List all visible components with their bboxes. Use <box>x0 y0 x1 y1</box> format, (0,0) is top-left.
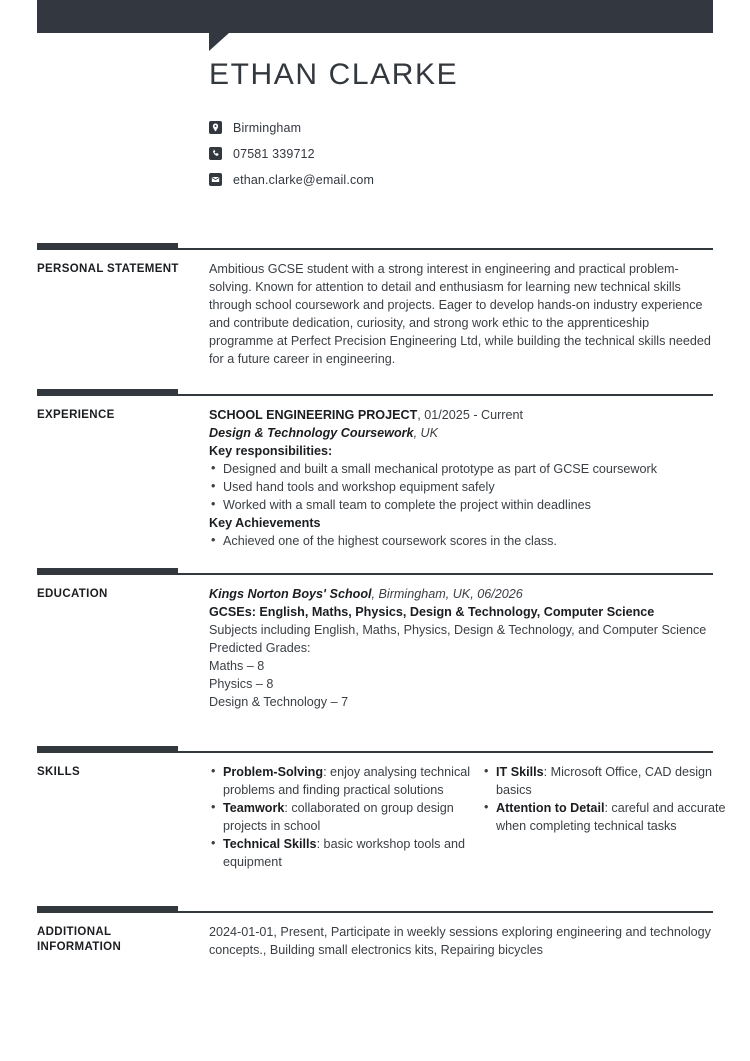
skill-detail: : Microsoft Office, CAD design basics <box>496 765 713 797</box>
additional-label-line-2: INFORMATION <box>37 941 122 954</box>
skill-name: Technical Skills <box>223 837 317 851</box>
additional-information-content <box>209 923 713 959</box>
section-experience <box>37 389 713 550</box>
skills-column-left <box>209 763 473 871</box>
contact-list <box>209 115 714 192</box>
education-qualification-line <box>209 603 713 621</box>
education-school-name: Kings Norton Boys' School <box>209 587 372 601</box>
candidate-name: ETHAN CLARKE <box>209 58 459 91</box>
personal-statement-paragraph: Ambitious GCSE student with a strong interest in engineering and practical problem-solving. Known for attention to detail and enthusiasm for learning new technical skills through school coursework and projects. Eager to develop hands-on industry experience and contribute dedication, curiosity, and strong work ethic to the apprenticeship programme at Perfect Precision Engineering Ltd, while building the technical skills needed for a future career in engineering. <box>209 262 711 366</box>
section-education <box>37 568 713 711</box>
education-predicted-heading: Predicted Grades: <box>209 641 311 655</box>
skills-column-right <box>482 763 747 871</box>
phone-icon <box>209 147 222 160</box>
section-label-education: EDUCATION <box>37 588 108 600</box>
education-subjects-line: Subjects including English, Maths, Physics, Design & Technology, and Computer Science <box>209 623 707 637</box>
list-item: • Achieved one of the highest coursework scores in the class. <box>209 532 713 550</box>
contact-location <box>209 115 714 140</box>
skills-list-left <box>209 763 473 871</box>
skill-detail: : basic workshop tools and equipment <box>223 837 465 869</box>
contact-email <box>209 167 714 192</box>
section-divider <box>37 906 713 913</box>
list-item <box>482 799 747 835</box>
section-divider <box>37 389 713 396</box>
section-label-personal-statement: PERSONAL STATEMENT <box>37 263 179 275</box>
experience-responsibilities-heading: Key responsibilities: <box>209 444 333 458</box>
education-grade: Physics – 8 <box>209 677 274 691</box>
section-label-skills: SKILLS <box>37 766 80 778</box>
education-school-meta: , Birmingham, UK, 06/2026 <box>371 587 523 601</box>
list-item: • Worked with a small team to complete the project within deadlines <box>209 496 713 514</box>
education-school-line <box>209 585 713 603</box>
section-additional-information <box>37 906 713 959</box>
section-skills <box>37 746 726 871</box>
education-grade: Maths – 8 <box>209 659 265 673</box>
experience-responsibilities-list <box>209 460 713 514</box>
section-personal-statement <box>37 243 713 368</box>
experience-title-line <box>209 406 713 424</box>
experience-employer-line <box>209 424 713 442</box>
additional-label-line-1: ADDITIONAL <box>37 926 112 938</box>
experience-achievements-list <box>209 532 713 550</box>
list-item: • Designed and built a small mechanical prototype as part of GCSE coursework <box>209 460 713 478</box>
section-label-experience: EXPERIENCE <box>37 409 115 421</box>
skills-content <box>209 763 747 871</box>
contact-phone <box>209 141 714 166</box>
header-banner-notch <box>209 33 229 51</box>
envelope-icon <box>209 173 222 186</box>
header-banner <box>37 0 713 33</box>
skill-name: IT Skills <box>496 765 544 779</box>
identity-block <box>209 58 714 193</box>
skill-detail: : enjoy analysing technical problems and finding practical solutions <box>223 765 471 797</box>
skill-name: Attention to Detail <box>496 801 605 815</box>
contact-location-value: Birmingham <box>233 120 302 135</box>
section-label-additional-information <box>37 923 209 955</box>
location-pin-icon <box>209 121 222 134</box>
experience-entry <box>209 406 713 550</box>
skill-detail: : collaborated on group design projects in school <box>223 801 454 833</box>
section-divider <box>37 746 713 753</box>
personal-statement-text <box>209 260 713 368</box>
section-divider <box>37 568 713 575</box>
list-item <box>209 835 473 871</box>
additional-information-text: 2024-01-01, Present, Participate in weekly sessions exploring engineering and technology concepts., Building small electronics kits, Repairing bicycles <box>209 925 711 957</box>
skill-detail: : careful and accurate when completing technical tasks <box>496 801 726 833</box>
experience-job-title: SCHOOL ENGINEERING PROJECT <box>209 408 418 422</box>
skill-name: Problem-Solving <box>223 765 324 779</box>
experience-employer: Design & Technology Coursework <box>209 426 414 440</box>
experience-dates: , 01/2025 - Current <box>417 408 524 422</box>
skill-name: Teamwork <box>223 801 285 815</box>
education-entry <box>209 585 713 711</box>
education-qualification-label: GCSEs <box>209 605 252 619</box>
experience-location: , UK <box>413 426 439 440</box>
list-item: • Used hand tools and workshop equipment safely <box>209 478 713 496</box>
experience-achievements-heading: Key Achievements <box>209 516 321 530</box>
section-divider <box>37 243 713 250</box>
contact-email-value: ethan.clarke@email.com <box>233 172 375 187</box>
list-item <box>209 799 473 835</box>
list-item <box>209 763 473 799</box>
education-qualification-subjects: : English, Maths, Physics, Design & Technology, Computer Science <box>251 605 655 619</box>
list-item <box>482 763 747 799</box>
skills-list-right <box>482 763 747 835</box>
contact-phone-value: 07581 339712 <box>233 146 315 161</box>
education-grade: Design & Technology – 7 <box>209 695 349 709</box>
